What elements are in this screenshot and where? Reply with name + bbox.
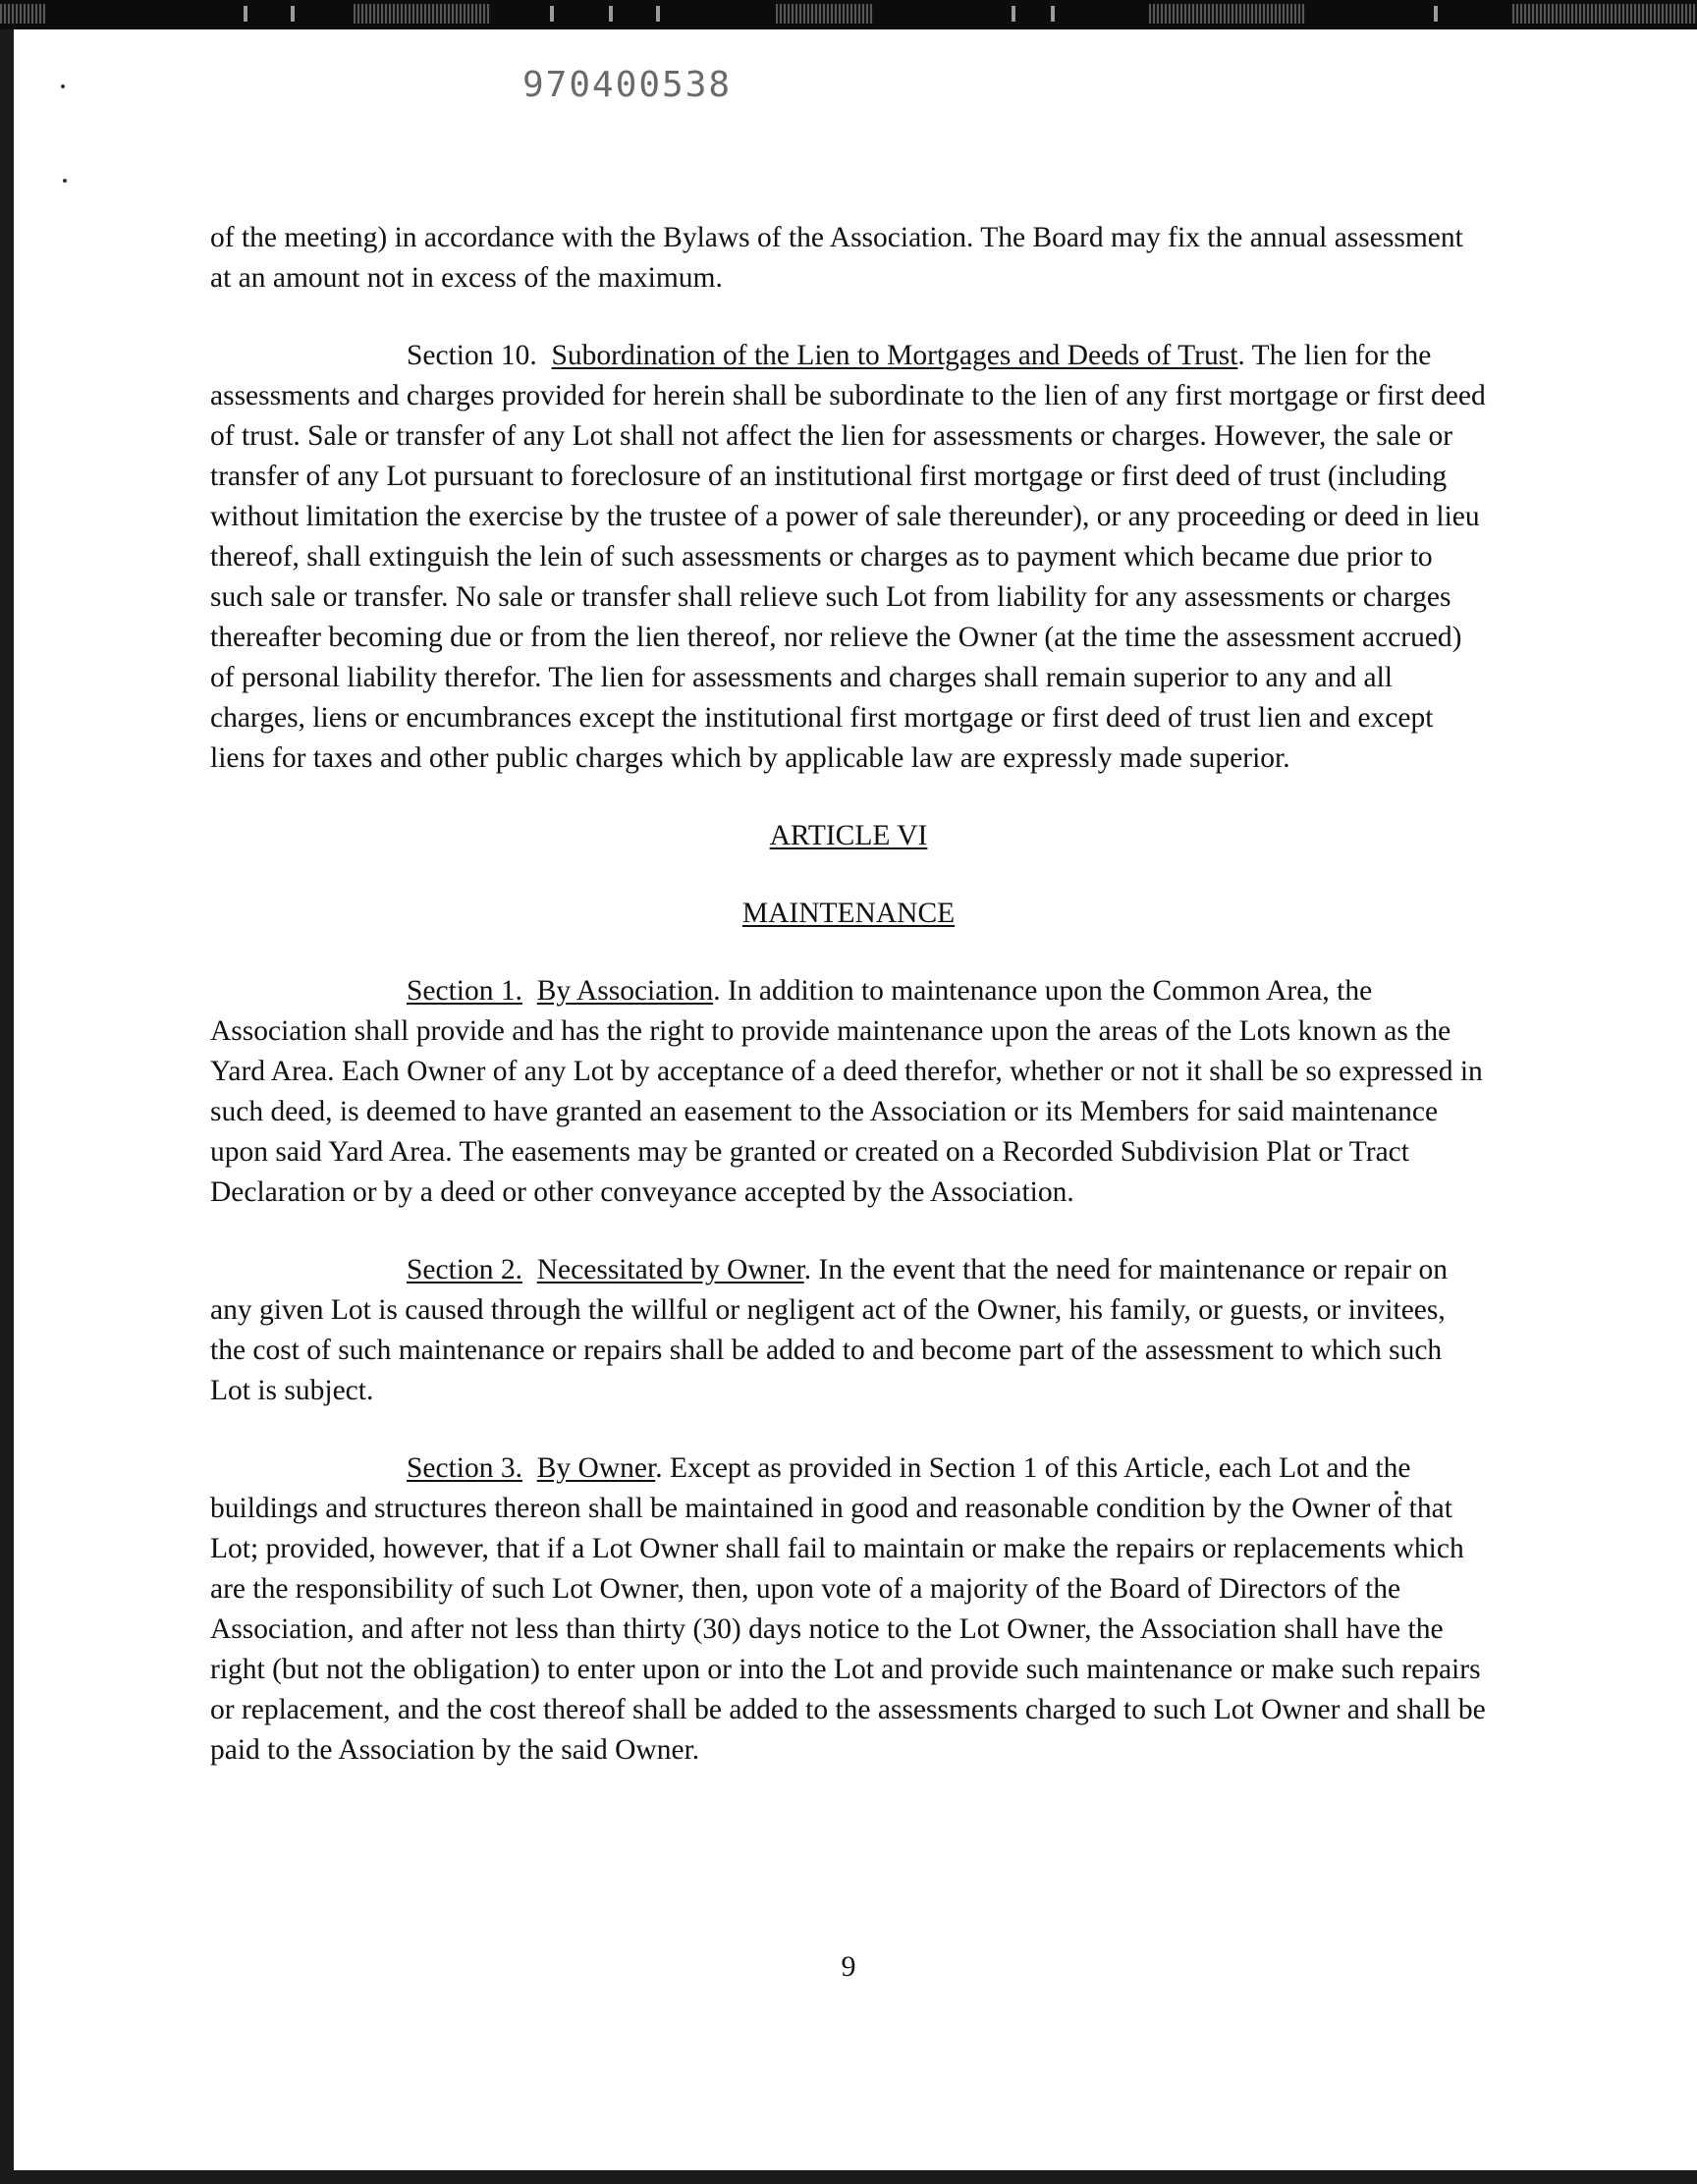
section-10-body: . The lien for the assessments and charges provided for herein shall be subordinate to the lien of any first mortgage or first deed of trust. Sale or transfer of any Lot shall not affect the lien for assessments or charges. However, the sale or transfer of any Lot pursuant to foreclosure of an institutional first mortgage or first deed of trust (including without limitation the exercise by the trustee of a power of sale thereunder), or any proceeding or deed in lieu thereof, shall extinguish the lein of such assessments or charges as to payment which became due prior to such sale or transfer. No sale or transfer shall relieve such Lot from liability for any assessments or charges thereafter becoming due or from the lien thereof, nor relieve the Owner (at the time the assessment accrued) of personal liability therefor. The lien for assessments and charges shall remain superior to any and all charges, liens or encumbrances except the institutional first mortgage or first deed of trust lien and except liens for taxes and other public charges which by applicable law are expressly made superior. — [210, 340, 1486, 774]
section-2-body: . In the event that the need for maintenance or repair on any given Lot is caused through the willful or negligent act of the Owner, his family, or guests, or invitees, the cost of such maintenance or repairs shall be added to and become part of the assessment to which such Lot is subject. — [210, 1254, 1448, 1406]
scan-left-edge — [0, 29, 14, 2184]
section-2-paragraph — [210, 1250, 1487, 1411]
continued-paragraph: of the meeting) in accordance with the Bylaws of the Association. The Board may fix the annual assessment at an amount not in excess of the maximum. — [210, 222, 1463, 294]
scan-tick — [550, 6, 554, 22]
scan-noise — [354, 4, 491, 24]
article-title-text: MAINTENANCE — [741, 898, 956, 929]
scan-tick — [1434, 6, 1438, 22]
scan-noise — [1149, 4, 1306, 24]
scan-header-bar — [0, 0, 1697, 29]
article-title — [210, 894, 1487, 934]
scan-noise — [1512, 4, 1697, 24]
article-heading — [210, 816, 1487, 856]
scan-tick — [244, 6, 247, 22]
article-heading-text: ARTICLE VI — [769, 820, 928, 851]
scan-bottom-edge — [0, 2170, 1697, 2184]
scan-tick — [609, 6, 613, 22]
scan-speck — [61, 84, 65, 88]
section-1-label: Section 1. — [407, 975, 522, 1007]
section-3-paragraph — [210, 1448, 1487, 1771]
section-10-label: Section 10. — [407, 340, 537, 371]
section-3-title: By Owner — [536, 1452, 656, 1484]
section-1-body: . In addition to maintenance upon the Common Area, the Association shall provide and has the right to provide maintenance upon the areas of the Lots known as the Yard Area. Each Owner of any Lot by acceptance of a deed therefor, whether or not it shall be so expressed in such deed, is deemed to have granted an easement to the Association or its Members for said maintenance upon said Yard Area. The easements may be granted or created on a Recorded Subdivision Plat or Tract Declaration or by a deed or other conveyance accepted by the Association. — [210, 975, 1483, 1208]
document-body — [210, 218, 1487, 1808]
section-2-title: Necessitated by Owner — [536, 1254, 804, 1285]
section-2-label: Section 2. — [407, 1254, 522, 1285]
document-stamp-number: 970400538 — [522, 65, 733, 105]
section-3-label: Section 3. — [407, 1452, 522, 1484]
scan-speck — [63, 179, 67, 183]
scan-tick — [291, 6, 295, 22]
section-3-body: . Except as provided in Section 1 of this Article, each Lot and the buildings and structures thereon shall be maintained in good and reasonable condition by the Owner of that Lot; provided, however, that if a Lot Owner shall fail to maintain or make the repairs or replacements which are the responsibility of such Lot Owner, then, upon vote of a majority of the Board of Directors of the Association, and after not less than thirty (30) days notice to the Lot Owner, the Association shall have the right (but not the obligation) to enter upon or into the Lot and provide such maintenance or make such repairs or replacement, and the cost thereof shall be added to the assessments charged to such Lot Owner and shall be paid to the Association by the said Owner. — [210, 1452, 1486, 1766]
scan-tick — [1051, 6, 1055, 22]
scan-tick — [1012, 6, 1015, 22]
scan-tick — [656, 6, 660, 22]
section-1-paragraph — [210, 971, 1487, 1213]
section-1-title: By Association — [536, 975, 714, 1007]
scan-noise — [0, 4, 45, 24]
scan-noise — [776, 4, 874, 24]
page-number: 9 — [841, 1950, 856, 1983]
section-10-title: Subordination of the Lien to Mortgages and Deeds of Trust — [551, 340, 1238, 371]
section-10-paragraph — [210, 336, 1487, 779]
